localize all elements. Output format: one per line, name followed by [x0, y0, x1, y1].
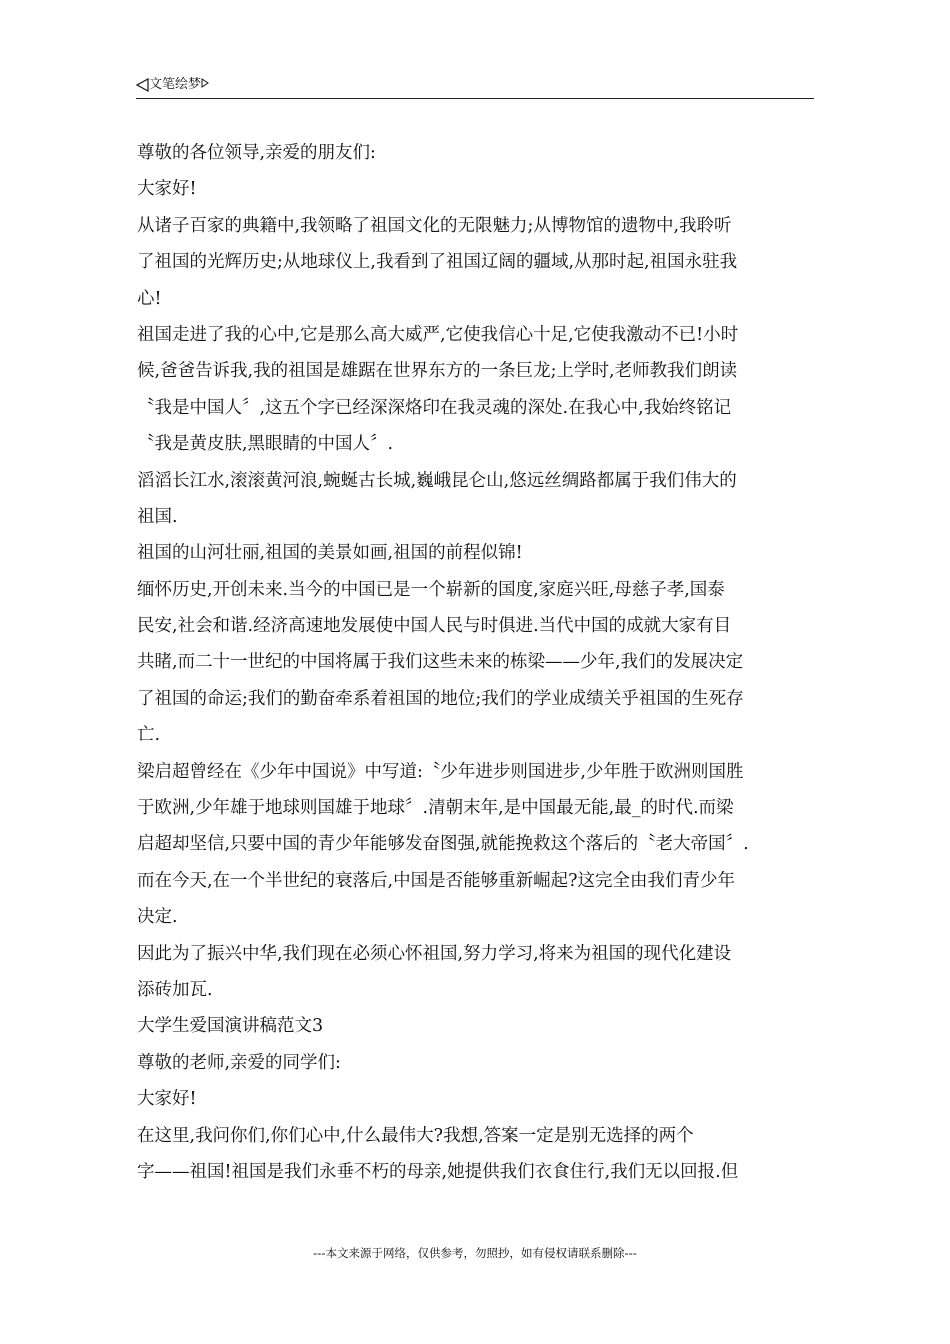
text-line: 缅怀历史,开创未来.当今的中国已是一个崭新的国度,家庭兴旺,母慈子孝,国泰	[137, 579, 725, 600]
text-line: 梁启超曾经在《少年中国说》中写道:〝少年进步则国进步,少年胜于欧洲则国胜	[137, 761, 744, 782]
right-triangle-icon	[201, 78, 209, 88]
footer-disclaimer: ---本文来源于网络，仅供参考，勿照抄，如有侵权请联系删除---	[313, 1246, 637, 1260]
text-line: 〝我是黄皮肤,黑眼睛的中国人〞.	[137, 434, 394, 455]
text-line: 亡.	[137, 725, 161, 746]
text-line: 心!	[137, 288, 162, 309]
text-line: 祖国的山河壮丽,祖国的美景如画,祖国的前程似锦!	[137, 543, 523, 564]
text-line: 共睹,而二十一世纪的中国将属于我们这些未来的栋梁——少年,我们的发展决定	[137, 652, 744, 673]
text-line: 而在今天,在一个半世纪的衰落后,中国是否能够重新崛起?这完全由我们青少年	[137, 870, 736, 891]
text-line: 尊敬的老师,亲爱的同学们:	[137, 1052, 341, 1073]
text-line: 祖国走进了我的心中,它是那么高大威严,它使我信心十足,它使我激动不已!小时	[137, 324, 739, 345]
text-line: 大家好!	[137, 1089, 197, 1110]
text-line: 了祖国的光辉历史;从地球仪上,我看到了祖国辽阔的疆域,从那时起,祖国永驻我	[137, 252, 738, 273]
text-line: 民安,社会和谐.经济高速地发展使中国人民与时俱进.当代中国的成就大家有目	[137, 616, 732, 637]
text-line: 〝我是中国人〞,这五个字已经深深烙印在我灵魂的深处.在我心中,我始终铭记	[137, 397, 732, 418]
text-line: 大家好!	[137, 179, 197, 200]
header-brand	[136, 76, 209, 94]
text-line: 候,爸爸告诉我,我的祖国是雄踞在世界东方的一条巨龙;上学时,老师教我们朗读	[137, 361, 738, 382]
text-line: 启超却坚信,只要中国的青少年能够发奋图强,就能挽救这个落后的〝老大帝国〞.	[137, 834, 749, 855]
text-line: 在这里,我问你们,你们心中,什么最伟大?我想,答案一定是别无选择的两个	[137, 1125, 694, 1146]
text-line: 决定.	[137, 907, 178, 928]
left-triangle-icon	[136, 78, 149, 92]
page-header	[136, 76, 814, 99]
text-line: 尊敬的各位领导,亲爱的朋友们:	[137, 143, 376, 163]
text-line: 从诸子百家的典籍中,我领略了祖国文化的无限魅力;从博物馆的遗物中,我聆听	[137, 215, 732, 236]
text-line: 大学生爱国演讲稿范文3	[137, 1016, 324, 1037]
text-line: 祖国.	[137, 506, 178, 527]
text-line: 字——祖国!祖国是我们永垂不朽的母亲,她提供我们衣食住行,我们无以回报.但	[137, 1161, 739, 1182]
text-line: 因此为了振兴中华,我们现在必须心怀祖国,努力学习,将来为祖国的现代化建设	[137, 943, 732, 964]
document-body	[137, 135, 817, 1190]
text-line: 于欧洲,少年雄于地球则国雄于地球〞.清朝末年,是中国最无能,最_的时代.而梁	[137, 798, 734, 819]
text-line: 了祖国的命运;我们的勤奋牵系着祖国的地位;我们的学业成绩关乎祖国的生死存	[137, 688, 744, 709]
text-line: 添砖加瓦.	[137, 979, 213, 1000]
text-line: 滔滔长江水,滚滚黄河浪,蜿蜒古长城,巍峨昆仑山,悠远丝绸路都属于我们伟大的	[137, 470, 737, 491]
brand-text: 文笔绘梦	[149, 77, 202, 92]
